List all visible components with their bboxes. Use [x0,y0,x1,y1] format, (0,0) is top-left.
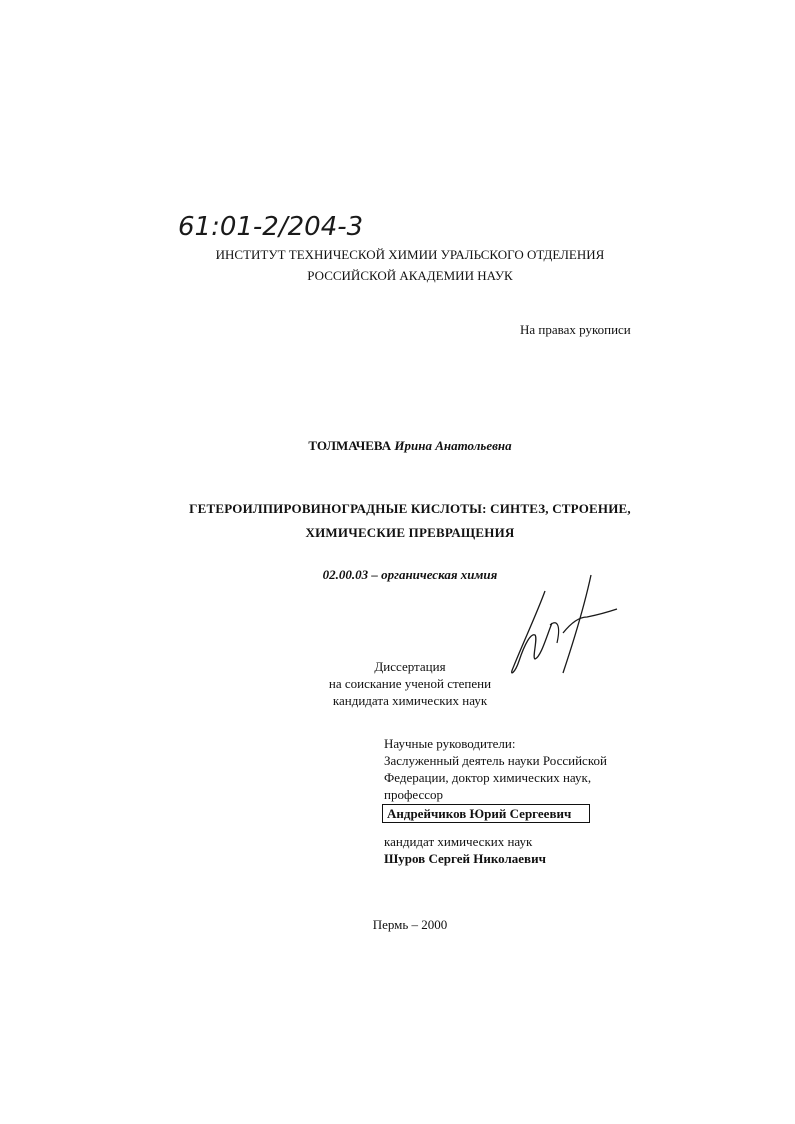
author [250,438,570,454]
handwritten-catalogue-code [178,205,378,245]
supervisors-heading: Научные руководители: [384,736,516,751]
handwritten-code-stroke [178,205,378,245]
supervisor-1-title-line-2: Федерации, доктор химических наук, [384,770,592,785]
diss-line-3: кандидата химических наук [332,693,488,708]
institute-line-2: РОССИЙСКОЙ АКАДЕМИИ НАУК [307,268,513,283]
specialty-code: 02.00.03 – органическая химия [322,567,498,582]
supervisor-1-name: Андрейчиков Юрий Сергеевич [382,804,590,823]
supervisor-2-title: кандидат химических наук [384,834,533,849]
institute-block [150,244,670,286]
city-year: Пермь – 2000 [372,917,448,932]
supervisor-1-title-line-3: профессор [384,787,444,802]
title-line-2: ХИМИЧЕСКИЕ ПРЕВРАЩЕНИЯ [305,525,515,540]
institute-line-1: ИНСТИТУТ ТЕХНИЧЕСКОЙ ХИМИИ УРАЛЬСКОГО ОТДЕЛЕНИЯ [215,247,605,262]
supervisor-2-name: Шуров Сергей Николаевич [384,851,546,866]
dissertation-title [150,497,670,545]
manuscript-rights: На правах рукописи [520,322,631,337]
title-line-1: ГЕТЕРОИЛПИРОВИНОГРАДНЫЕ КИСЛОТЫ: СИНТЕЗ, СТРОЕНИЕ, [189,501,631,516]
diss-line-2: на соискание ученой степени [328,676,492,691]
dissertation-degree [260,658,560,709]
handwritten-code-text: 61:01-2/204-3 [178,212,364,242]
diss-line-1: Диссертация [374,659,446,674]
supervisors-block [384,735,644,867]
author-surname: ТОЛМАЧЕВА [308,438,392,453]
supervisor-1-title-line-1: Заслуженный деятель науки Российской [384,753,607,768]
author-given-name: Ирина Анатольевна [394,438,512,453]
